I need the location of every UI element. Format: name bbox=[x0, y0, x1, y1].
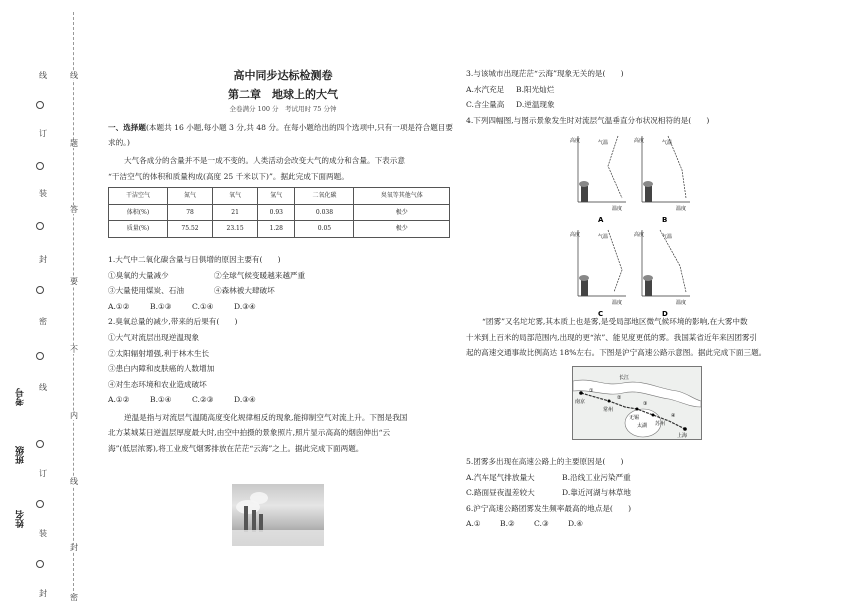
rule-char: 线 bbox=[70, 71, 78, 80]
map-label-shanghai: 上海 bbox=[677, 433, 688, 439]
table-cell: 极少 bbox=[354, 221, 450, 238]
q6-choice-b[interactable]: B.② bbox=[500, 519, 515, 529]
table-intro-line2: “干洁空气的体积和质量构成(高度 25 千米以下)”。据此完成下面两题。 bbox=[108, 171, 349, 181]
binding-hole bbox=[36, 101, 44, 109]
q5-option-d[interactable]: D.靠近河湖与林草地 bbox=[562, 488, 631, 498]
city-dot bbox=[683, 427, 687, 431]
chart-smoke bbox=[643, 275, 653, 281]
q1-option: ④森林被大肆破坏 bbox=[214, 286, 275, 296]
inner-char: 内 bbox=[70, 411, 78, 420]
q1-choice-b[interactable]: B.①③ bbox=[150, 301, 172, 311]
section-instruction bbox=[108, 120, 458, 151]
cloud-sea-photo bbox=[232, 484, 324, 546]
q6-choice-a[interactable]: A.① bbox=[466, 519, 481, 529]
inversion-intro-line2: 北方某城某日逆温层厚度最大时,由空中拍摄的景象照片,照片显示高高的烟囱伸出“云 bbox=[108, 428, 391, 438]
table-header-cell: 臭氧等其他气体 bbox=[354, 188, 450, 205]
left-column bbox=[108, 68, 458, 457]
chart-smoke bbox=[579, 181, 589, 187]
rule-char: 订 bbox=[39, 469, 47, 478]
chart-temperature-curve bbox=[608, 230, 622, 292]
highway-map bbox=[572, 366, 702, 440]
fog-layer bbox=[232, 530, 324, 546]
city-dot bbox=[636, 408, 639, 411]
chart-x-label: 温度 bbox=[612, 300, 623, 306]
chart-chimney bbox=[581, 280, 588, 296]
chart-curve-label: 气温 bbox=[662, 234, 673, 240]
q5-option-b[interactable]: B.沿线工业污染严重 bbox=[562, 472, 631, 482]
q2-choice-c[interactable]: C.②③ bbox=[192, 395, 214, 405]
chart-option-letter: D bbox=[662, 310, 668, 318]
fog-intro-line2: 十米到上百米的局部范围内,出现的更“浓”、能见度更低的雾。我国某省近年来因团雾引 bbox=[466, 332, 758, 342]
chart-y-label: 高度 bbox=[634, 138, 645, 144]
q1-options-row2 bbox=[108, 283, 458, 299]
table-cell: 0.93 bbox=[258, 204, 295, 221]
table-cell: 极少 bbox=[354, 204, 450, 221]
map-label-taihu: 太湖 bbox=[637, 423, 648, 429]
chart-x-label: 温度 bbox=[612, 206, 623, 212]
q5-options-row1 bbox=[466, 470, 826, 486]
inner-char: 答 bbox=[70, 205, 78, 214]
q4-charts bbox=[570, 132, 700, 318]
q2-stem: 2.臭氧总量的减少,带来的后果有( ) bbox=[108, 317, 238, 327]
table-intro-line1: 大气各成分的含量并不是一成不变的。人类活动会改变大气的成分和含量。下表示意 bbox=[124, 155, 405, 165]
chart-option-letter: C bbox=[598, 310, 604, 318]
rule-char: 装 bbox=[39, 189, 47, 198]
exam-meta: 全卷满分 100 分 考试用时 75 分钟 bbox=[229, 105, 337, 114]
q5-q6 bbox=[466, 454, 826, 532]
inversion-intro-line1: 逆温是指与对流层气温随高度变化规律相反的现象,能抑制空气对流上升。下图是我国 bbox=[124, 412, 408, 422]
binding-hole bbox=[36, 286, 44, 294]
exam-title: 高中同步达标检测卷 bbox=[233, 69, 333, 82]
binding-hole bbox=[36, 500, 44, 508]
chart-x-label: 温度 bbox=[676, 300, 687, 306]
chart-smoke bbox=[643, 181, 653, 187]
q3-options-row1 bbox=[466, 82, 826, 98]
q2-item: ①大气对流层出现逆温现象 bbox=[108, 332, 200, 342]
chart-chimney bbox=[645, 186, 652, 202]
fog-intro-line1: “团雾”又名坨坨雾,其本质上也是雾,是受局部地区微气候环境的影响,在大雾中数 bbox=[482, 317, 748, 326]
q5-stem: 5.团雾多出现在高速公路上的主要原因是( ) bbox=[466, 457, 624, 466]
chart-chimney bbox=[645, 280, 652, 296]
rule-char: 订 bbox=[39, 129, 47, 138]
q6-stem: 6.沪宁高速公路团雾发生频率最高的地点是( ) bbox=[466, 503, 632, 513]
chimney bbox=[244, 506, 248, 532]
q6-choices bbox=[466, 516, 826, 532]
table-cell: 质量(%) bbox=[109, 221, 168, 238]
q2-choice-d[interactable]: D.③④ bbox=[234, 395, 256, 405]
table-header-cell: 氧气 bbox=[213, 188, 258, 205]
inversion-intro-line3: 海”(低层浓雾),将工业废气烟雾排放在茫茫“云海”之上。据此完成下面两题。 bbox=[108, 444, 364, 454]
map-marker: ③ bbox=[643, 401, 648, 407]
right-column bbox=[466, 66, 826, 128]
table-header-row bbox=[109, 188, 450, 205]
q1-option: ②全球气候变暖越来越严重 bbox=[214, 270, 306, 280]
q2-item: ③患白内障和皮肤癌的人数增加 bbox=[108, 364, 215, 374]
name-label: 姓名 bbox=[16, 510, 26, 528]
fog-intro bbox=[466, 314, 826, 361]
table-row bbox=[109, 221, 450, 238]
city-dot bbox=[652, 414, 655, 417]
section-instruction-text: (本题共 16 小题,每小题 3 分,共 48 分。在每小题给出的四个选项中,只有一项是符合题目要求的。) bbox=[108, 122, 453, 148]
map-marker: ④ bbox=[671, 413, 676, 419]
chart-curve-label: 气温 bbox=[598, 140, 609, 146]
table-header-cell: 干洁空气 bbox=[109, 188, 168, 205]
q3-option-b[interactable]: B.阳光灿烂 bbox=[516, 84, 555, 94]
rule-char: 装 bbox=[39, 529, 47, 538]
highway-map-svg bbox=[573, 367, 701, 439]
chart-y-label: 高度 bbox=[570, 138, 581, 144]
map-label-suzhou: 苏州 bbox=[655, 421, 666, 427]
q6-choice-d[interactable]: D.④ bbox=[568, 519, 584, 529]
table-cell: 0.038 bbox=[295, 204, 354, 221]
binding-hole bbox=[36, 560, 44, 568]
inner-char: 不 bbox=[70, 345, 78, 354]
q1-choice-d[interactable]: D.③④ bbox=[234, 301, 256, 311]
q3-option-d[interactable]: D.逆温现象 bbox=[516, 100, 555, 110]
rule-char: 封 bbox=[39, 255, 47, 264]
rule-char: 线 bbox=[39, 383, 47, 392]
table-header-cell: 二氧化碳 bbox=[295, 188, 354, 205]
q3-options-row2 bbox=[466, 97, 826, 113]
binding-hole bbox=[36, 162, 44, 170]
exam-number-label: 考号 bbox=[16, 388, 26, 406]
q1-choices bbox=[108, 299, 458, 315]
table-cell: 体积(%) bbox=[109, 204, 168, 221]
q1-choice-a[interactable]: A.①② bbox=[108, 301, 130, 311]
chart-x-label: 温度 bbox=[676, 206, 687, 212]
binding-hole bbox=[36, 222, 44, 230]
table-cell: 1.28 bbox=[258, 221, 295, 238]
table-cell: 21 bbox=[213, 204, 258, 221]
q3-stem: 3.与该城市出现茫茫“云海”现象无关的是( ) bbox=[466, 69, 624, 78]
chart-chimney bbox=[581, 186, 588, 202]
q3-option-a[interactable]: A.水汽充足 bbox=[466, 84, 505, 94]
q2-choice-a[interactable]: A.①② bbox=[108, 395, 130, 405]
q4-stem: 4.下列四幅图,与图示景象发生时对流层气温垂直分布状况相符的是( ) bbox=[466, 115, 710, 125]
binding-line bbox=[73, 12, 74, 596]
table-header-cell: 氮气 bbox=[167, 188, 212, 205]
fog-intro-line3: 起的高速交通事故比例高达 18%左右。下图是沪宁高速公路示意图。据此完成下面三题。 bbox=[466, 348, 767, 358]
rule-char: 密 bbox=[39, 317, 47, 326]
class-label: 班级 bbox=[16, 446, 26, 464]
q5-option-c[interactable]: C.路面昼夜温差较大 bbox=[466, 488, 535, 498]
city-dot bbox=[579, 391, 583, 395]
q2-item: ④对生态环境和农业造成破坏 bbox=[108, 379, 207, 389]
chart-y-label: 高度 bbox=[634, 232, 645, 238]
binding-hole bbox=[36, 440, 44, 448]
table-header-cell: 氩气 bbox=[258, 188, 295, 205]
map-label-changzhou: 常州 bbox=[603, 407, 614, 413]
inner-char: 要 bbox=[70, 277, 78, 286]
chart-y-label: 高度 bbox=[570, 232, 581, 238]
table-row bbox=[109, 204, 450, 221]
table-cell: 78 bbox=[167, 204, 212, 221]
table-cell: 23.15 bbox=[213, 221, 258, 238]
smoke-plume bbox=[250, 492, 268, 504]
chart-option-letter: B bbox=[662, 216, 668, 224]
chart-smoke bbox=[579, 275, 589, 281]
inner-char: 题 bbox=[70, 139, 78, 148]
q1-stem: 1.大气中二氧化碳含量与日俱增的原因主要有( ) bbox=[108, 254, 281, 264]
binding-hole bbox=[36, 352, 44, 360]
rule-char: 封 bbox=[39, 589, 47, 598]
map-label-wuxi: 无锡 bbox=[629, 415, 640, 421]
q3-option-c[interactable]: C.含尘量高 bbox=[466, 100, 505, 110]
rule-char: 线 bbox=[39, 71, 47, 80]
chart-curve-label: 气温 bbox=[662, 140, 673, 146]
chart-temperature-curve bbox=[608, 136, 622, 198]
map-marker: ② bbox=[617, 395, 622, 401]
q1-option: ③大量使用煤炭、石油 bbox=[108, 286, 184, 296]
q2-choice-b[interactable]: B.①④ bbox=[150, 395, 172, 405]
chimney bbox=[252, 510, 256, 532]
inner-char: 线 bbox=[70, 477, 78, 486]
chapter-title: 第二章 地球上的大气 bbox=[228, 87, 338, 101]
q1-choice-c[interactable]: C.①④ bbox=[192, 301, 214, 311]
map-label-nanjing: 南京 bbox=[575, 399, 586, 405]
q6-choice-c[interactable]: C.③ bbox=[534, 519, 549, 529]
q5-options-row2 bbox=[466, 485, 826, 501]
q2-item: ②太阳辐射增强,利于林木生长 bbox=[108, 348, 210, 358]
inner-char: 封 bbox=[70, 543, 78, 552]
chart-option-letter: A bbox=[598, 216, 604, 224]
air-composition-table bbox=[108, 187, 450, 238]
map-marker: ① bbox=[589, 388, 594, 394]
map-label-river: 长江 bbox=[619, 375, 630, 381]
inner-char: 密 bbox=[70, 593, 78, 602]
section-heading: 一、选择题 bbox=[108, 122, 146, 132]
q2-choices bbox=[108, 392, 458, 408]
city-dot bbox=[608, 400, 611, 403]
table-cell: 75.52 bbox=[167, 221, 212, 238]
table-cell: 0.05 bbox=[295, 221, 354, 238]
q1-options-row1 bbox=[108, 268, 458, 284]
q1-option: ①臭氧的大量减少 bbox=[108, 270, 169, 280]
chart-curve-label: 气温 bbox=[598, 234, 609, 240]
q5-option-a[interactable]: A.汽车尾气排放量大 bbox=[466, 472, 535, 482]
